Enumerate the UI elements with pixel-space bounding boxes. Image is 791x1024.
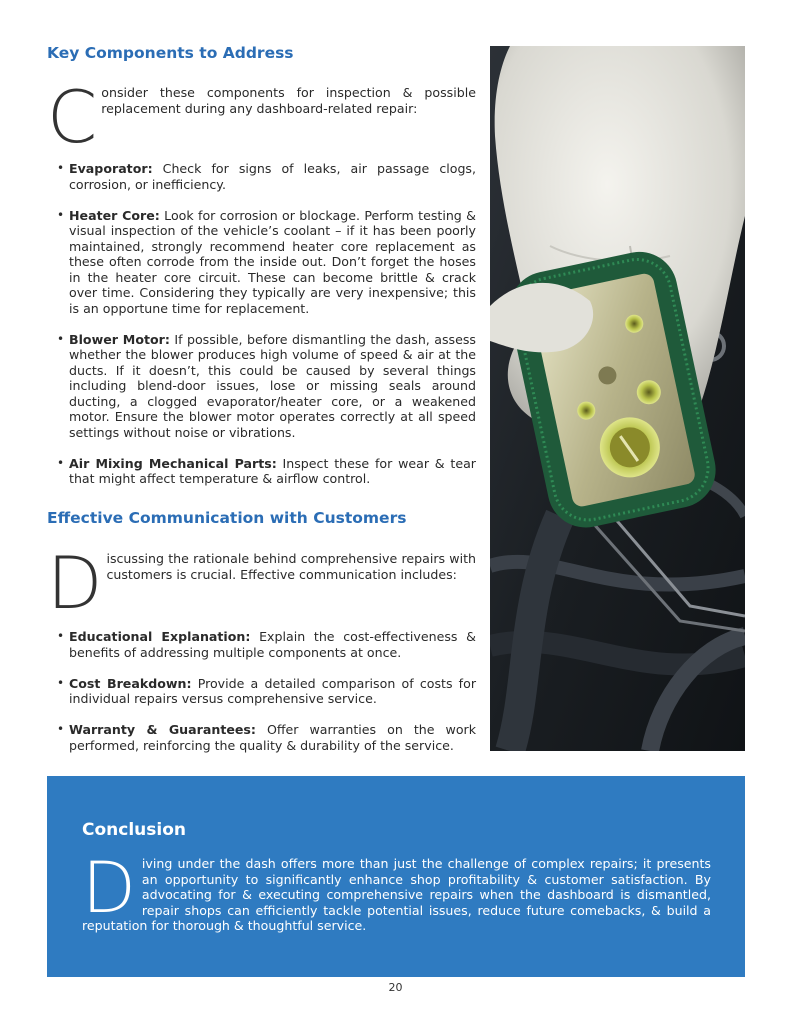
drop-cap: D	[47, 541, 103, 625]
list-item-text: Provide a detailed comparison of costs for individual repairs versus comprehensive service.	[69, 675, 477, 706]
section-heading-key-components: Key Components to Address	[47, 44, 294, 62]
list-item-text: Explain the cost-effectiveness & benefits of addressing multiple components at once.	[69, 629, 476, 660]
list-item-heater-core: • Heater Core: Look for corrosion or blockage. Perform testing & visual inspection of the vehicle’s coolant – if it has been poorly maintained, strongly recommend heater core replacement as these often corrode from the inside out. Don’t forget the hoses in the heater core circuit. These can become brittle & crack over time. Considering they typically are very inexpensive; this is an opportune time for replacement.	[57, 207, 477, 316]
components-list	[47, 161, 476, 502]
section-heading-communication: Effective Communication with Customers	[47, 509, 407, 527]
intro-text: iscussing the rationale behind comprehensive repairs with customers is crucial. Effective communication includes:	[106, 551, 476, 582]
list-item-cost-breakdown: • Cost Breakdown: Provide a detailed comparison of costs for individual repairs versus comprehensive service.	[57, 675, 477, 706]
list-item-term: Educational Explanation:	[69, 629, 251, 644]
list-item-text: Look for corrosion or blockage. Perform testing & visual inspection of the vehicle’s coolant – if it has been poorly maintained, strongly recommend heater core replacement as these often corrode from the inside out. Don’t forget the hoses in the heater core circuit. These can become brittle & crack over time. Considering they typically are very inexpensive; this is an opportune time for replacement.	[69, 207, 477, 316]
list-item-term: Heater Core:	[69, 207, 160, 223]
list-item-warranty: • Warranty & Guarantees: Offer warranties on the work performed, reinforcing the quality & durability of the service.	[57, 722, 476, 753]
conclusion-box	[47, 776, 745, 977]
list-item-air-mixing: • Air Mixing Mechanical Parts: Inspect these for wear & tear that might affect temperature & airflow control.	[57, 455, 476, 486]
conclusion-body	[82, 847, 711, 934]
list-item-term: Evaporator:	[69, 161, 153, 176]
photo-illustration	[490, 46, 745, 751]
conclusion-heading: Conclusion	[82, 820, 186, 840]
list-item-text: Check for signs of leaks, air passage clogs, corrosion, or inefficiency.	[69, 161, 476, 192]
list-item-term: Cost Breakdown:	[69, 675, 192, 691]
list-item-term: Air Mixing Mechanical Parts:	[69, 455, 277, 471]
drop-cap: C	[47, 75, 98, 159]
intro-text: onsider these components for inspection & possible replacement during any dashboard-related repair:	[101, 85, 476, 116]
list-item-text: Offer warranties on the work performed, reinforcing the quality & durability of the service.	[69, 722, 476, 753]
list-item-text: Inspect these for wear & tear that might affect temperature & airflow control.	[69, 455, 476, 486]
list-item-evaporator: • Evaporator: Check for signs of leaks, air passage clogs, corrosion, or inefficiency.	[57, 161, 476, 192]
intro-paragraph-components	[47, 75, 476, 159]
conclusion-text: iving under the dash offers more than just the challenge of complex repairs; it presents an opportunity to significantly enhance shop profitability & customer satisfaction. By advocating for & executing comprehensive repairs when the dashboard is dismantled, repair shops can efficiently tackle potential issues, reduce future comebacks, & build a reputation for thorough & thoughtful service.	[82, 856, 711, 934]
list-item-educational: • Educational Explanation: Explain the cost-effectiveness & benefits of addressing multiple components at once.	[57, 629, 476, 660]
list-item-text: If possible, before dismantling the dash, assess whether the blower produces high volume of speed & air at the ducts. If it doesn’t, this could be caused by several things including blend-door issues, lose or missing seals around ducting, a clogged evaporator/heater core, or a weakened motor. Ensure the blower motor operates correctly at all speed settings without noise or vibrations.	[69, 331, 476, 440]
drop-cap: D	[82, 847, 136, 929]
page-number: 20	[388, 981, 403, 994]
intro-paragraph-communication	[47, 541, 476, 625]
list-item-term: Warranty & Guarantees:	[69, 722, 256, 737]
expansion-valve-photo	[490, 46, 745, 751]
list-item-blower-motor: • Blower Motor: If possible, before dismantling the dash, assess whether the blower produces high volume of speed & air at the ducts. If it doesn’t, this could be caused by several things including blend-door issues, lose or missing seals around ducting, a clogged evaporator/heater core, or a weakened motor. Ensure the blower motor operates correctly at all speed settings without noise or vibrations.	[57, 331, 476, 440]
communication-list	[47, 629, 476, 769]
list-item-term: Blower Motor:	[69, 331, 170, 347]
